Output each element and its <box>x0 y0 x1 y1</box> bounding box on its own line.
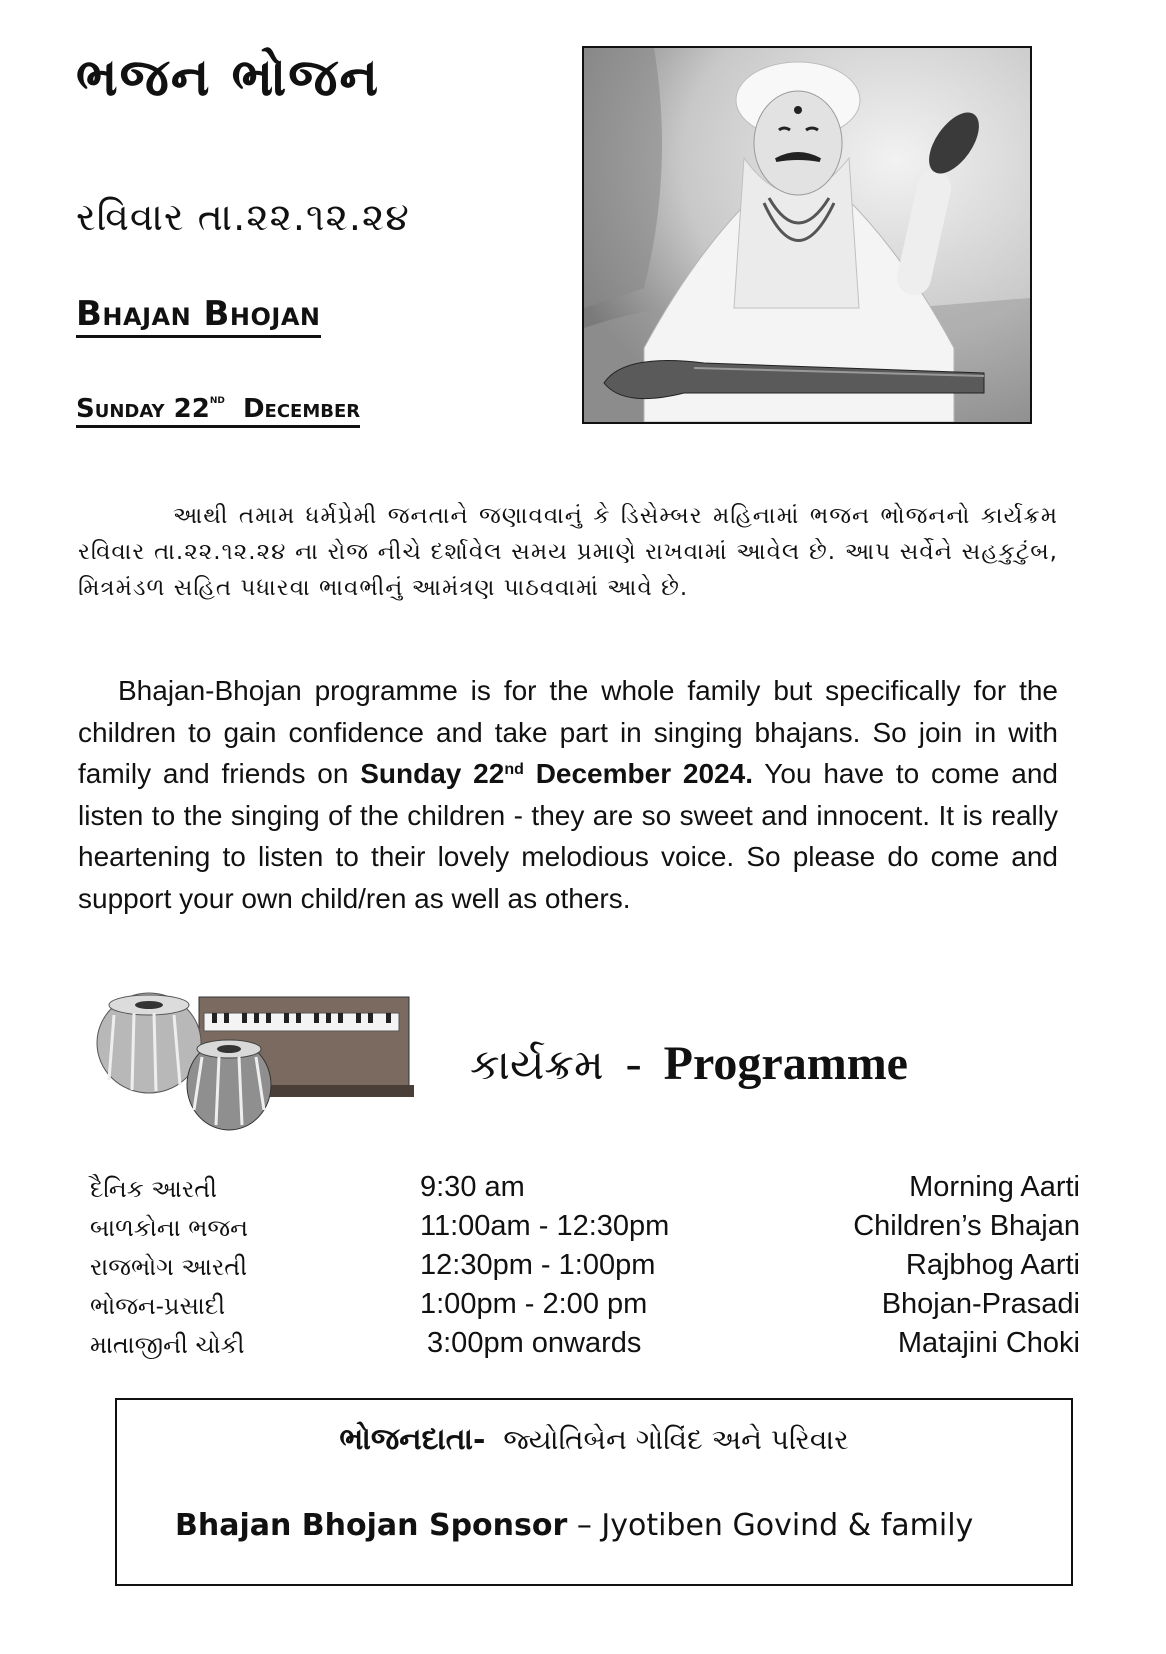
schedule-item-time: 3:00pm onwards <box>427 1327 642 1359</box>
sponsor-name-english: Jyotiben Govind & family <box>601 1508 974 1543</box>
programme-heading-gujarati: કાર્યક્રમ <box>470 1040 604 1089</box>
tabla-harmonium-illustration <box>94 985 430 1145</box>
schedule-item-gujarati: માતાજીની ચોકી <box>90 1331 245 1359</box>
event-date-day: Sunday 22 <box>360 758 505 789</box>
intro-english-part2: You have to come and listen to the singing of the children - they are so sweet and innocent. It is really heartening to listen to their lovely melodious voice. So please do come and support your own child/ren as well as others. <box>78 758 1059 914</box>
sponsor-gujarati <box>117 1422 1071 1457</box>
schedule-item-gujarati: ભોજન-પ્રસાદી <box>90 1292 226 1320</box>
tabla-harmonium-image <box>94 985 430 1145</box>
schedule-item-english: Morning Aarti <box>909 1171 1080 1203</box>
sponsor-english <box>175 1508 973 1543</box>
schedule-item-time: 12:30pm - 1:00pm <box>420 1249 656 1281</box>
schedule-item-english: Rajbhog Aarti <box>905 1249 1080 1281</box>
schedule-item-english: Matajini Choki <box>897 1327 1080 1359</box>
intro-english-part1: Bhajan-Bhojan programme is for the whole family but specifically for the children to gain confidence and take part in singing bhajans. So join in with family and friends on <box>78 675 1058 789</box>
schedule-row <box>90 1326 1080 1365</box>
intro-paragraph-gujarati: આથી તમામ ધર્મપ્રેમી જનતાને જણાવવાનું કે ડિસેમ્બર મહિનામાં ભજન ભોજનનો કાર્યક્રમ રવિવાર તા.૨૨.૧૨.૨૪ ના રોજ નીચે દર્શાવેલ સમય પ્રમાણે રાખવામાં આવેલ છે. આપ સર્વેને સહકુટુંબ, મિત્રમંડળ સહિત પધારવા ભાવભીનું આમંત્રણ પાઠવવામાં આવે છે. <box>78 503 1058 601</box>
sponsor-label-english: Bhajan Bhojan Sponsor <box>175 1508 568 1543</box>
saint-portrait-illustration <box>584 48 1030 422</box>
schedule-item-gujarati: રાજભોગ આરતી <box>90 1253 248 1281</box>
event-date-rest: December 2024. <box>523 758 753 789</box>
programme-schedule <box>90 1170 1080 1365</box>
title-english: Bhajan Bhojan <box>76 296 321 338</box>
schedule-row <box>90 1209 1080 1248</box>
date-english <box>76 392 361 428</box>
programme-heading <box>470 1037 908 1090</box>
intro-paragraph-english <box>78 670 1058 919</box>
event-date-bold <box>360 758 753 789</box>
schedule-item-english: Children’s Bhajan <box>853 1210 1080 1242</box>
saint-portrait-image <box>582 46 1032 424</box>
schedule-item-time: 1:00pm - 2:00 pm <box>420 1288 648 1320</box>
date-english-suffix: nd <box>209 392 225 407</box>
programme-heading-separator: - <box>625 1037 642 1090</box>
schedule-item-time: 11:00am - 12:30pm <box>420 1210 670 1242</box>
schedule-item-english: Bhojan-Prasadi <box>881 1288 1080 1320</box>
schedule-row <box>90 1170 1080 1209</box>
schedule-item-gujarati: દૈનિક આરતી <box>90 1175 218 1203</box>
schedule-row <box>90 1287 1080 1326</box>
sponsor-name-gujarati: જ્યોતિબેન ગોવિંદ અને પરિવાર <box>503 1423 849 1456</box>
sponsor-box <box>115 1398 1073 1586</box>
date-english-month: December <box>242 394 361 424</box>
schedule-item-gujarati: બાળકોના ભજન <box>90 1214 248 1242</box>
sponsor-dash: – <box>576 1508 592 1543</box>
event-date-suffix: nd <box>504 761 524 778</box>
sponsor-label-gujarati: ભોજનદાતા- <box>339 1422 486 1457</box>
title-gujarati: ભજન ભોજન <box>76 48 381 108</box>
date-english-prefix: Sunday 22 <box>76 394 210 424</box>
schedule-item-time: 9:30 am <box>420 1171 525 1203</box>
schedule-row <box>90 1248 1080 1287</box>
date-gujarati: રવિવાર તા.૨૨.૧૨.૨૪ <box>76 195 410 239</box>
programme-heading-english: Programme <box>663 1037 908 1090</box>
